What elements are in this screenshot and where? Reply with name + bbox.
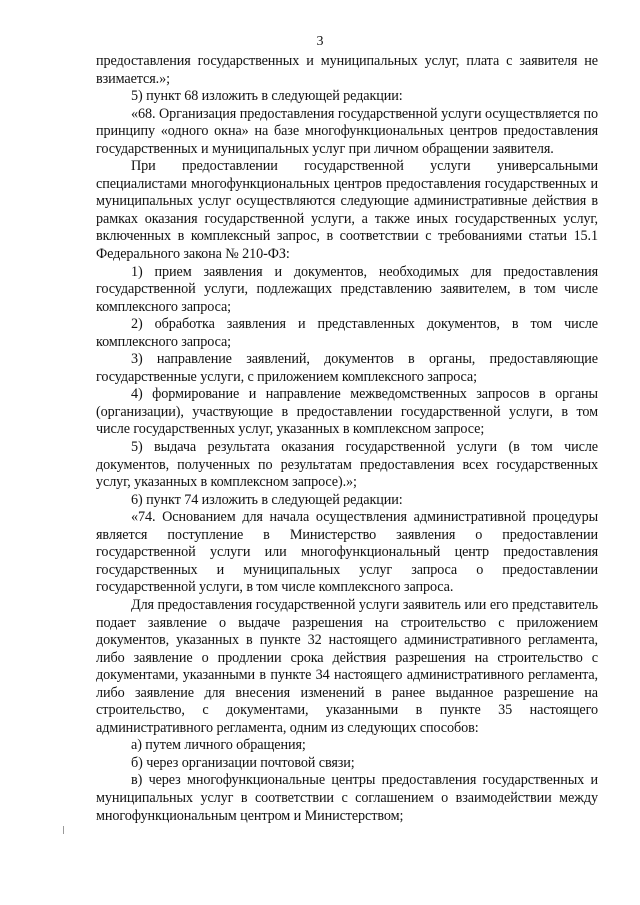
page-number: 3 [316,34,324,49]
paragraph-action-5: 5) выдача результата оказания государственной услуги (в том числе документов, полученных по результатам предоставления всех государственных услуг, указанных в комплексном запросе).»; [96,439,598,491]
paragraph-method-c: в) через многофункциональные центры предоставления государственных и муниципальных услуг в соответствии с соглашением о взаимодействии между многофункциональным центром и Министерством; [96,772,598,824]
paragraph-mfc-actions-intro: При предоставлении государственной услуги универсальными специалистами многофункциональных центров предоставления государственных и муниципальных услуг осуществляются следующие административные действия в рамках оказания государственной услуги, а также иных государственных услуг, включенных в комплексный запрос, в соответствии с требованиями статьи 15.1 Федерального закона № 210-ФЗ: [96,158,598,263]
margin-scan-mark [63,826,64,834]
paragraph-point-68: «68. Организация предоставления государственной услуги осуществляется по принципу «одного окна» на базе многофункциональных центров предоставления государственных и муниципальных услуг при личном обращении заявителя. [96,105,598,157]
paragraph-method-a: а) путем личного обращения; [131,737,306,754]
paragraph-fee-continuation: предоставления государственных и муниципальных услуг, плата с заявителя не взимается.»; [96,53,598,87]
paragraph-item-5-heading: 5) пункт 68 изложить в следующей редакции: [131,88,403,105]
paragraph-action-2: 2) обработка заявления и представленных документов, в том числе комплексного запроса; [96,316,598,350]
paragraph-action-1: 1) прием заявления и документов, необходимых для предоставления государственной услуги, подлежащих представлению заявителем, в том числе комплексного запроса; [96,263,598,315]
paragraph-action-3: 3) направление заявлений, документов в органы, предоставляющие государственные услуги, с приложением комплексного запроса; [96,351,598,385]
paragraph-action-4: 4) формирование и направление межведомственных запросов в органы (организации), участвующие в предоставлении государственной услуги, в том числе государственных услуг, указанных в комплексном запросе; [96,386,598,438]
document-body [96,53,598,825]
paragraph-point-74: «74. Основанием для начала осуществления административной процедуры является поступление в Министерство заявления о предоставлении государственной услуги или многофункциональный центр предоставления государственных и муниципальных услуг запроса о предоставлении государственной услуги, в том числе комплексного запроса. [96,509,598,596]
paragraph-item-6-heading: 6) пункт 74 изложить в следующей редакции: [131,491,403,508]
paragraph-method-b: б) через организации почтовой связи; [131,754,355,771]
paragraph-application-methods-intro: Для предоставления государственной услуги заявитель или его представитель подает заявление о выдаче разрешения на строительство с приложением документов, указанных в пункте 32 настоящего административного регламента, либо заявление о продлении срока действия разрешения на строительство с документами, указанными в пункте 34 настоящего административного регламента, либо заявление для внесения изменений в ранее выданное разрешение на строительство, с документами, указанными в пункте 35 настоящего административного регламента, одним из следующих способов: [96,596,598,736]
